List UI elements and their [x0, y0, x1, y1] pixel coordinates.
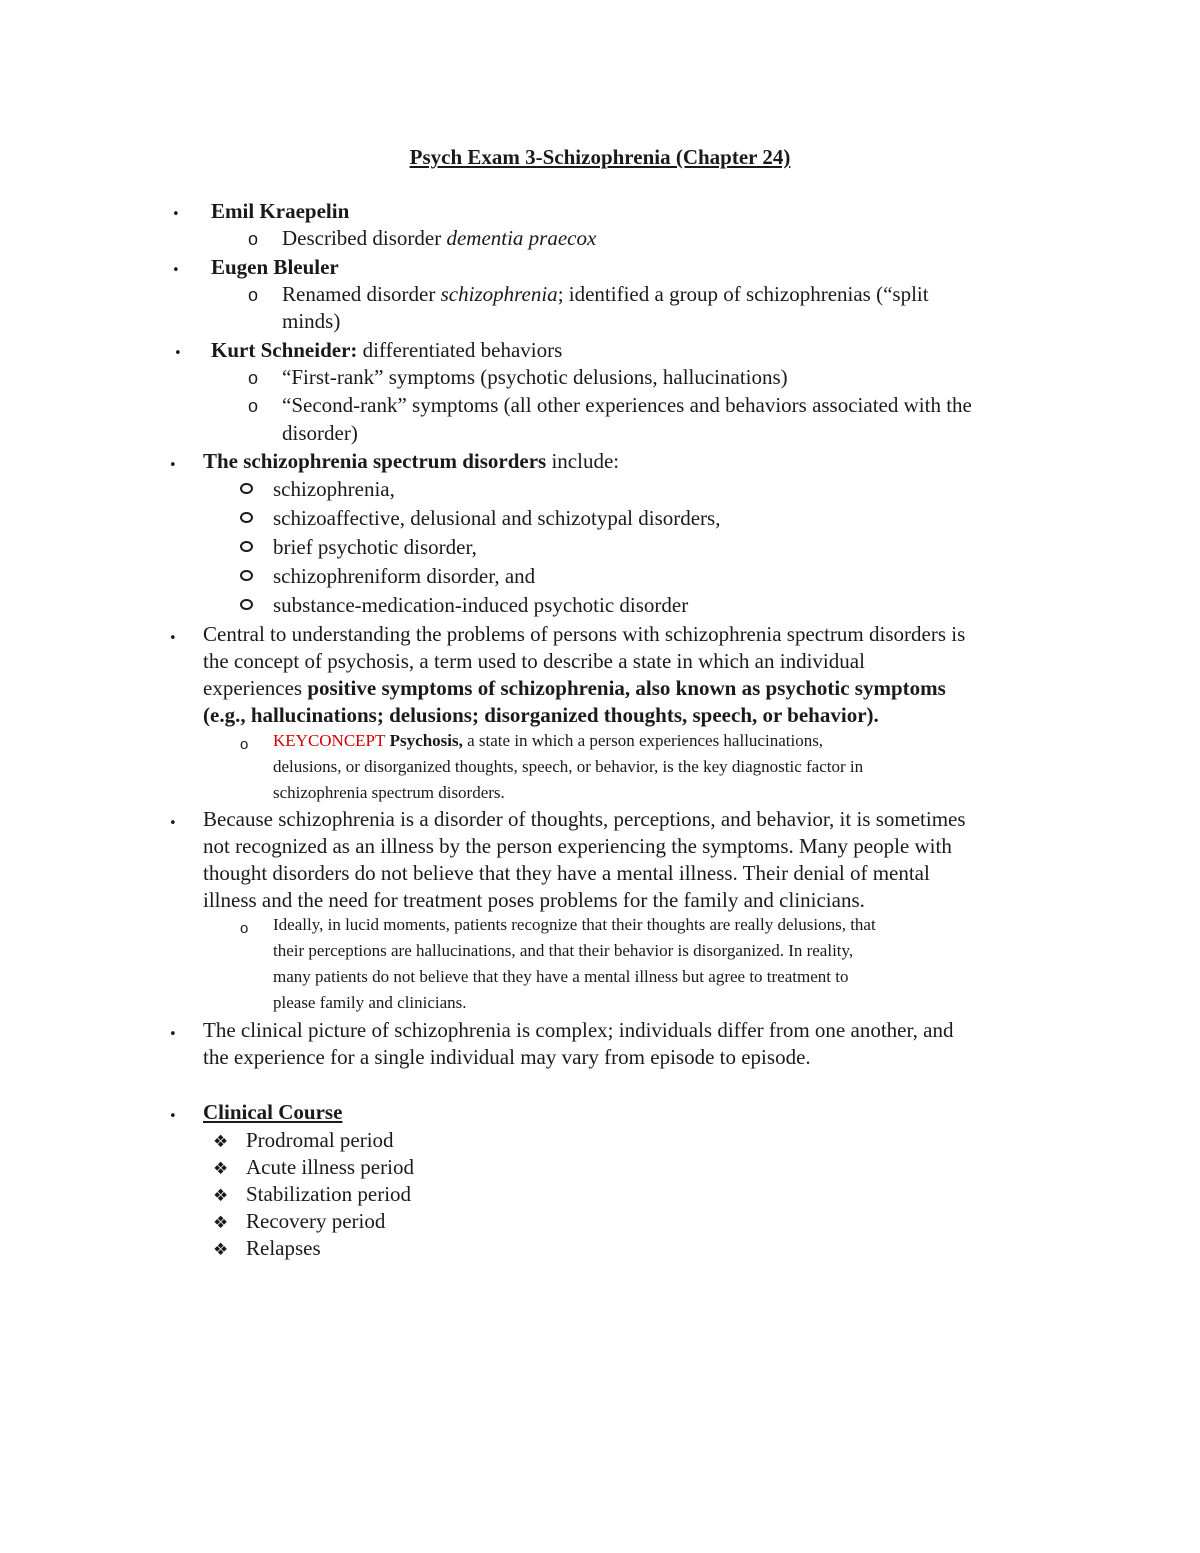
central-line-1: Central to understanding the problems of persons with schizophrenia spectrum disorders is: [203, 622, 966, 646]
bullet-icon: •: [174, 346, 182, 361]
bullet-icon: •: [169, 1027, 177, 1042]
circle-bullet-icon: [240, 570, 253, 581]
central-line-2: the concept of psychosis, a term used to describe a state in which an individual: [203, 649, 865, 673]
circle-bullet-icon: o: [248, 396, 259, 416]
circle-bullet-icon: o: [240, 736, 249, 753]
circle-bullet-icon: [240, 512, 253, 523]
central-line-3: [203, 675, 946, 702]
bullet-icon: •: [169, 631, 177, 646]
spectrum-item: brief psychotic disorder,: [273, 535, 477, 559]
central-l3-bold: positive symptoms of schizophrenia, also known as psychotic symptoms: [307, 676, 946, 700]
circle-bullet-icon: o: [248, 285, 259, 305]
bleuler-sub-rest: ; identified a group of schizophrenias (“split: [557, 282, 929, 306]
clinical-picture-line-2: the experience for a single individual may vary from episode to episode.: [203, 1045, 811, 1069]
schneider-name: Kurt Schneider:: [211, 338, 358, 362]
clinical-course-heading: Clinical Course: [203, 1100, 343, 1124]
circle-bullet-icon: o: [248, 229, 259, 249]
ideally-line-3: many patients do not believe that they have a mental illness but agree to treatment to: [273, 967, 849, 986]
bleuler-sub-prefix: Renamed disorder: [282, 282, 441, 306]
diamond-bullet-icon: ❖: [213, 1186, 229, 1206]
bullet-icon: •: [172, 207, 180, 222]
keyconcept-line-2: delusions, or disorganized thoughts, speech, or behavior, is the key diagnostic factor in: [273, 757, 864, 776]
bleuler-sub-term: schizophrenia: [440, 282, 558, 306]
schneider-second-rank: “Second-rank” symptoms (all other experiences and behaviors associated with the: [282, 393, 972, 417]
because-line-1: Because schizophrenia is a disorder of thoughts, perceptions, and behavior, it is sometimes: [203, 807, 966, 831]
keyconcept-line-1: [273, 728, 823, 754]
bleuler-sub-cont: minds): [282, 309, 341, 333]
kraepelin-sub-term: dementia praecox: [446, 226, 597, 250]
diamond-bullet-icon: ❖: [213, 1240, 229, 1260]
clinical-course-item: Prodromal period: [246, 1128, 394, 1152]
page-title: Psych Exam 3-Schizophrenia (Chapter 24): [409, 145, 791, 169]
bullet-icon: •: [172, 263, 180, 278]
kraepelin-subpoint: [282, 225, 596, 252]
kraepelin-sub-prefix: Described disorder: [282, 226, 447, 250]
keyconcept-label: KEYCONCEPT: [273, 731, 386, 750]
bleuler-heading: Eugen Bleuler: [211, 255, 339, 279]
bleuler-subpoint: [282, 281, 929, 308]
keyconcept-line-3: schizophrenia spectrum disorders.: [273, 783, 505, 802]
ideally-line-4: please family and clinicians.: [273, 993, 467, 1012]
keyconcept-term: Psychosis,: [385, 731, 463, 750]
bullet-icon: •: [169, 816, 177, 831]
bullet-icon: •: [169, 1109, 177, 1124]
central-line-4: (e.g., hallucinations; delusions; disorganized thoughts, speech, or behavior).: [203, 703, 879, 727]
schneider-desc: differentiated behaviors: [357, 338, 563, 362]
because-line-3: thought disorders do not believe that they have a mental illness. Their denial of mental: [203, 861, 930, 885]
circle-bullet-icon: o: [240, 920, 249, 937]
spectrum-item: substance-medication-induced psychotic disorder: [273, 593, 689, 617]
clinical-course-item: Stabilization period: [246, 1182, 412, 1206]
keyconcept-text: a state in which a person experiences hallucinations,: [462, 731, 824, 750]
circle-bullet-icon: [240, 541, 253, 552]
kraepelin-heading: Emil Kraepelin: [211, 199, 350, 223]
because-line-2: not recognized as an illness by the person experiencing the symptoms. Many people with: [203, 834, 952, 858]
central-l3-plain: experiences: [203, 676, 308, 700]
diamond-bullet-icon: ❖: [213, 1132, 229, 1152]
clinical-picture-line-1: The clinical picture of schizophrenia is complex; individuals differ from one another, and: [203, 1018, 954, 1042]
diamond-bullet-icon: ❖: [213, 1213, 229, 1233]
circle-bullet-icon: [240, 483, 253, 494]
clinical-course-item: Recovery period: [246, 1209, 386, 1233]
spectrum-item: schizophrenia,: [273, 477, 395, 501]
because-line-4: illness and the need for treatment poses problems for the family and clinicians.: [203, 888, 865, 912]
schneider-first-rank: “First-rank” symptoms (psychotic delusions, hallucinations): [282, 365, 788, 389]
spectrum-lead-rest: include:: [546, 449, 620, 473]
spectrum-item: schizoaffective, delusional and schizotypal disorders,: [273, 506, 721, 530]
spectrum-item: schizophreniform disorder, and: [273, 564, 536, 588]
circle-bullet-icon: [240, 599, 253, 610]
schneider-heading: [211, 337, 562, 364]
circle-bullet-icon: o: [248, 368, 259, 388]
bullet-icon: •: [169, 458, 177, 473]
spectrum-lead: The schizophrenia spectrum disorders: [203, 449, 547, 473]
ideally-line-1: Ideally, in lucid moments, patients recognize that their thoughts are really delusions, that: [273, 915, 876, 934]
schneider-second-rank-cont: disorder): [282, 421, 358, 445]
clinical-course-item: Acute illness period: [246, 1155, 414, 1179]
diamond-bullet-icon: ❖: [213, 1159, 229, 1179]
clinical-course-item: Relapses: [246, 1236, 321, 1260]
ideally-line-2: their perceptions are hallucinations, and that their behavior is disorganized. In reality,: [273, 941, 854, 960]
spectrum-heading: [203, 448, 619, 475]
